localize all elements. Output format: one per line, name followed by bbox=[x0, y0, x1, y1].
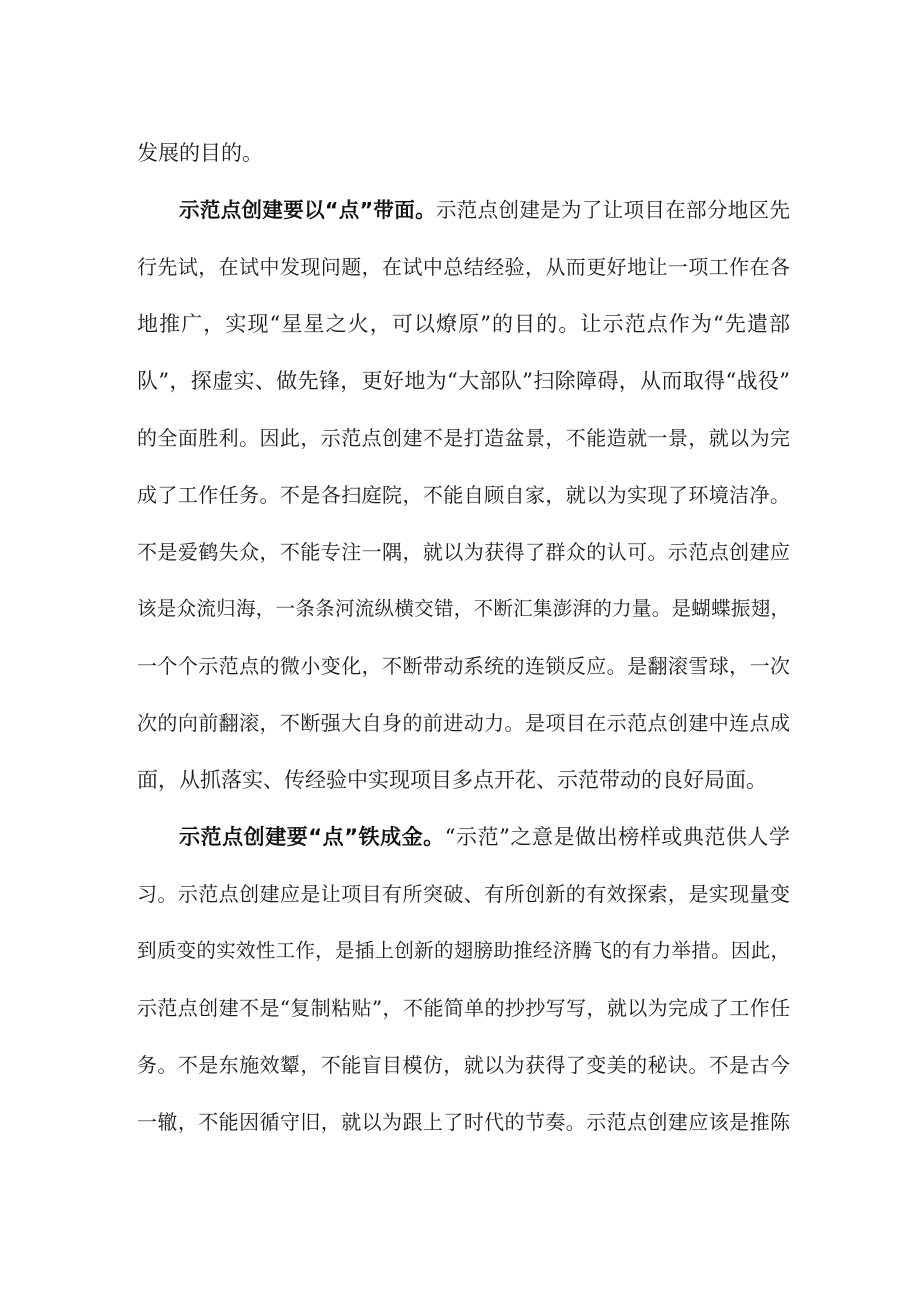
text-line bbox=[137, 651, 790, 681]
text-line bbox=[137, 480, 790, 510]
text-line bbox=[137, 423, 790, 453]
text-line-content: 该是众流归海，一条条河流纵横交错，不断汇集澎湃的力量。是蝴蝶振翅， bbox=[137, 597, 790, 620]
text-line-content: 的全面胜利。因此，示范点创建不是打造盆景，不能造就一景，就以为完 bbox=[137, 426, 790, 450]
text-line-content: “示范”之意是做出榜样或典范供人学 bbox=[444, 825, 790, 849]
text-line bbox=[137, 1107, 790, 1137]
text-line bbox=[137, 1050, 790, 1080]
text-line-content: 一辙，不能因循守旧，就以为跟上了时代的节奏。示范点创建应该是推陈 bbox=[137, 1110, 790, 1134]
text-line-content: 一个个示范点的微小变化，不断带动系统的连锁反应。是翻滚雪球，一次 bbox=[137, 654, 790, 678]
text-line-content: 地推广，实现“星星之火，可以燎原”的目的。让示范点作为“先遣部 bbox=[137, 312, 790, 336]
text-line-content: 到质变的实效性工作，是插上创新的翅膀助推经济腾飞的有力举措。因此， bbox=[137, 939, 790, 962]
text-line-content: 行先试，在试中发现问题，在试中总结经验，从而更好地让一项工作在各 bbox=[137, 255, 790, 279]
text-line bbox=[137, 309, 790, 339]
text-line-content: 队”，探虚实、做先锋，更好地为“大部队”扫除障碍，从而取得“战役” bbox=[137, 369, 790, 393]
paragraph-lead: 示范点创建要以“点”带面。 bbox=[179, 198, 436, 222]
paragraph-heading-line bbox=[179, 195, 790, 225]
text-line bbox=[137, 252, 790, 282]
text-line bbox=[137, 594, 790, 624]
text-line-content: 不是爱鹤失众，不能专注一隅，就以为获得了群众的认可。示范点创建应 bbox=[137, 540, 790, 564]
text-line-content: 示范点创建不是“复制粘贴”，不能简单的抄抄写写，就以为完成了工作任 bbox=[137, 996, 790, 1020]
text-line bbox=[137, 993, 790, 1023]
text-line-content: 发展的目的。 bbox=[137, 141, 263, 165]
text-line bbox=[137, 537, 790, 567]
text-line-content: 面，从抓落实、传经验中实现项目多点开花、示范带动的良好局面。 bbox=[137, 768, 767, 792]
text-line-content: 务。不是东施效颦，不能盲目模仿，就以为获得了变美的秘诀。不是古今 bbox=[137, 1053, 790, 1077]
text-line bbox=[137, 366, 790, 396]
paragraph-lead: 示范点创建要“点”铁成金。 bbox=[179, 825, 445, 849]
text-line bbox=[137, 765, 790, 795]
text-line bbox=[137, 138, 790, 168]
paragraph-heading-line bbox=[179, 822, 790, 852]
text-line-content: 示范点创建是为了让项目在部分地区先 bbox=[435, 198, 790, 222]
text-line-content: 成了工作任务。不是各扫庭院，不能自顾自家，就以为实现了环境洁净。 bbox=[137, 483, 790, 507]
text-line bbox=[137, 708, 790, 738]
text-line-content: 习。示范点创建应是让项目有所突破、有所创新的有效探索，是实现量变 bbox=[137, 882, 790, 906]
text-line bbox=[137, 936, 790, 966]
text-line bbox=[137, 879, 790, 909]
text-line-content: 次的向前翻滚，不断强大自身的前进动力。是项目在示范点创建中连点成 bbox=[137, 711, 790, 735]
